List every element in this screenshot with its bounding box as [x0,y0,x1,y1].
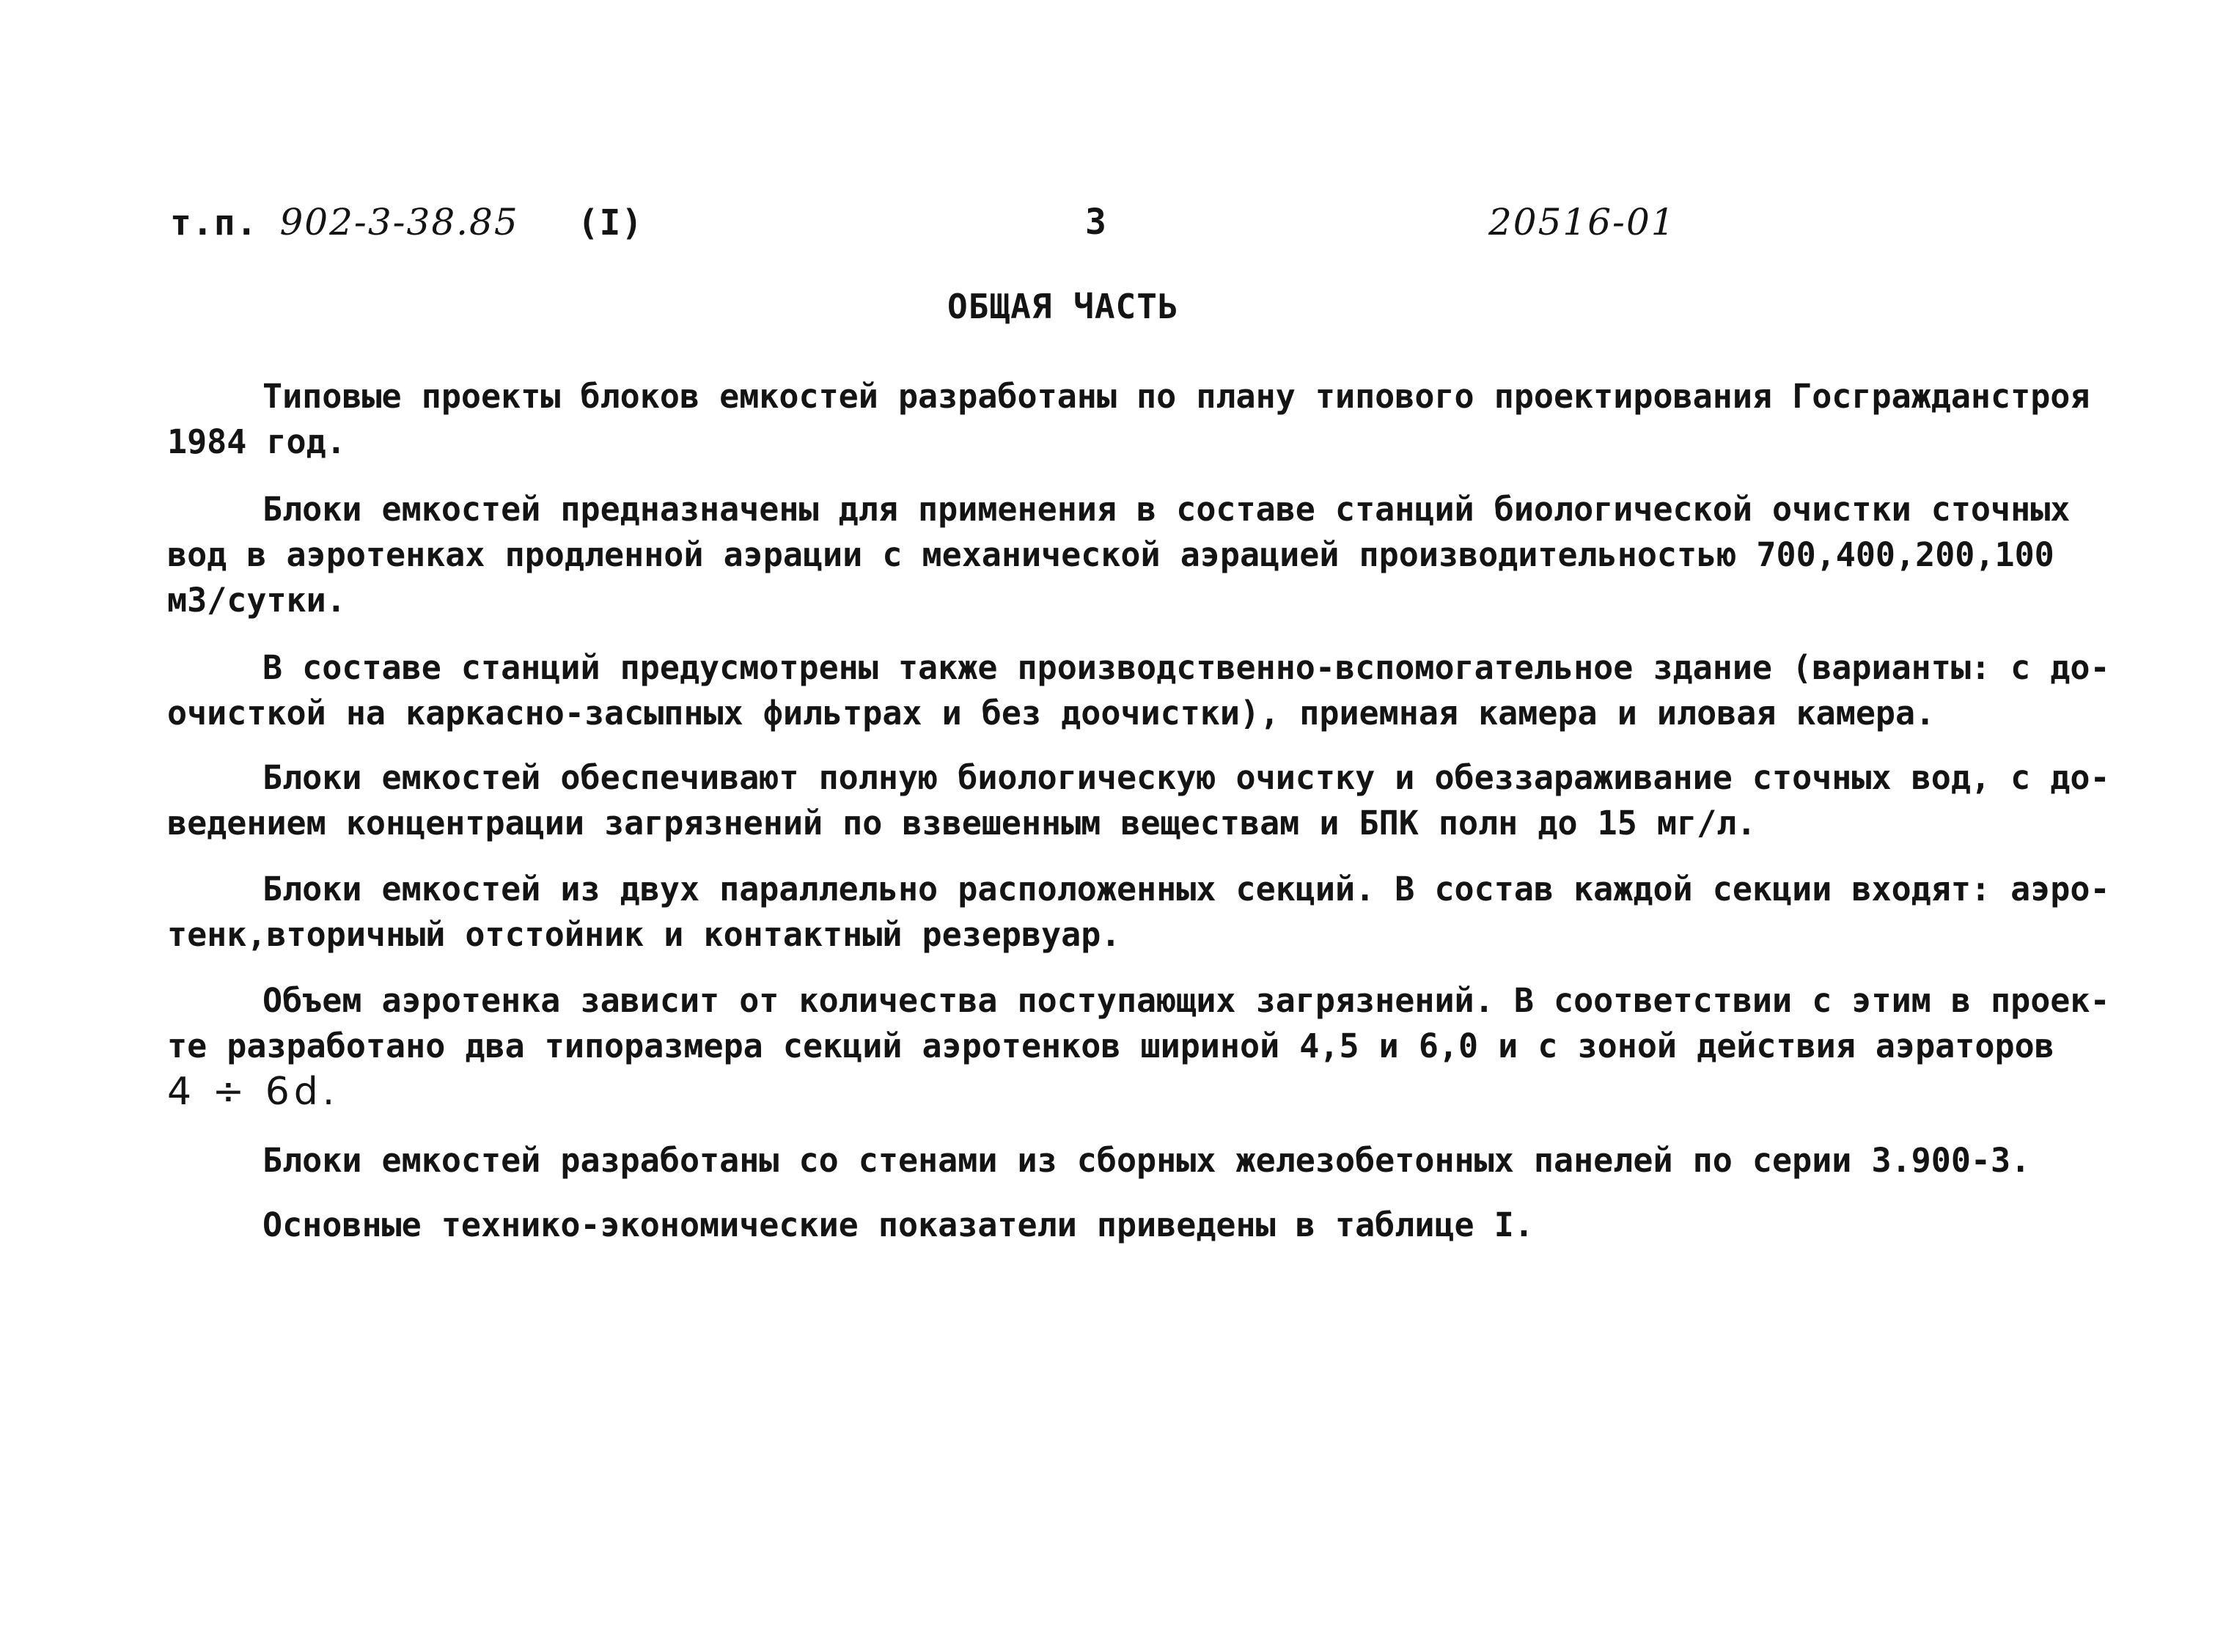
paragraph-line: Блоки емкостей предназначены для применения в составе станций биологической очистки сточных [262,490,2071,529]
paragraph-line: Типовые проекты блоков емкостей разработаны по плану типового проектирования Госгражданстроя [262,377,2090,416]
paragraph-line: Блоки емкостей разработаны со стенами из сборных железобетонных панелей по серии 3.900-3. [262,1141,2031,1180]
paragraph-wall-panels [167,1138,2088,1183]
paragraph-line: Блоки емкостей обеспечивают полную биологическую очистку и обеззараживание сточных вод, с до- [262,758,2110,797]
volume-number: (I) [577,202,644,243]
section-title: ОБЩАЯ ЧАСТЬ [947,287,1179,326]
paragraph-line: тенк,вторичный отстойник и контактный резервуар. [167,915,1121,954]
handwritten-document-number: 20516-01 [1488,201,1676,243]
paragraph-line: те разработано два типоразмера секций аэротенков шириной 4,5 и 6,0 и с зоной действия аэраторов [167,1027,2054,1065]
typical-project-prefix: т.п. [170,202,258,243]
paragraph-sections [167,867,2110,958]
paragraph-line: вод в аэротенках продленной аэрации с механической аэрацией производительностью 700,400,200,100 [167,535,2054,574]
paragraph-line: 1984 год. [167,422,346,461]
paragraph-purpose [167,487,2088,623]
handwritten-aerator-range: 4 ÷ 6d. [167,1070,339,1114]
page-number: 3 [1085,202,1107,243]
document-code [170,197,643,249]
paragraph-treatment-quality [167,755,2110,846]
paragraph-line: ведением концентрации загрязнений по взвешенным веществам и БПК полн до 15 мг/л. [167,804,1757,842]
paragraph-line: Объем аэротенка зависит от количества поступающих загрязнений. В соответствии с этим в проек- [262,981,2110,1020]
paragraph-aerotank-volume [167,978,2110,1115]
paragraph-line: Блоки емкостей из двух параллельно расположенных секций. В состав каждой секции входят: аэро- [262,870,2110,908]
handwritten-project-code: 902-3-38.85 [279,201,519,243]
paragraph-line: Основные технико-экономические показатели приведены в таблице I. [262,1205,1534,1244]
paragraph-line: м3/сутки. [167,581,346,620]
paragraph-typical-projects [167,374,2088,465]
paragraph-station-composition [167,645,2110,736]
paragraph-line: очисткой на каркасно-засыпных фильтрах и без доочистки), приемная камера и иловая камера. [167,694,1936,733]
paragraph-line: В составе станций предусмотрены также производственно-вспомогательное здание (варианты: с до- [262,648,2110,687]
paragraph-table-reference [167,1203,2088,1248]
